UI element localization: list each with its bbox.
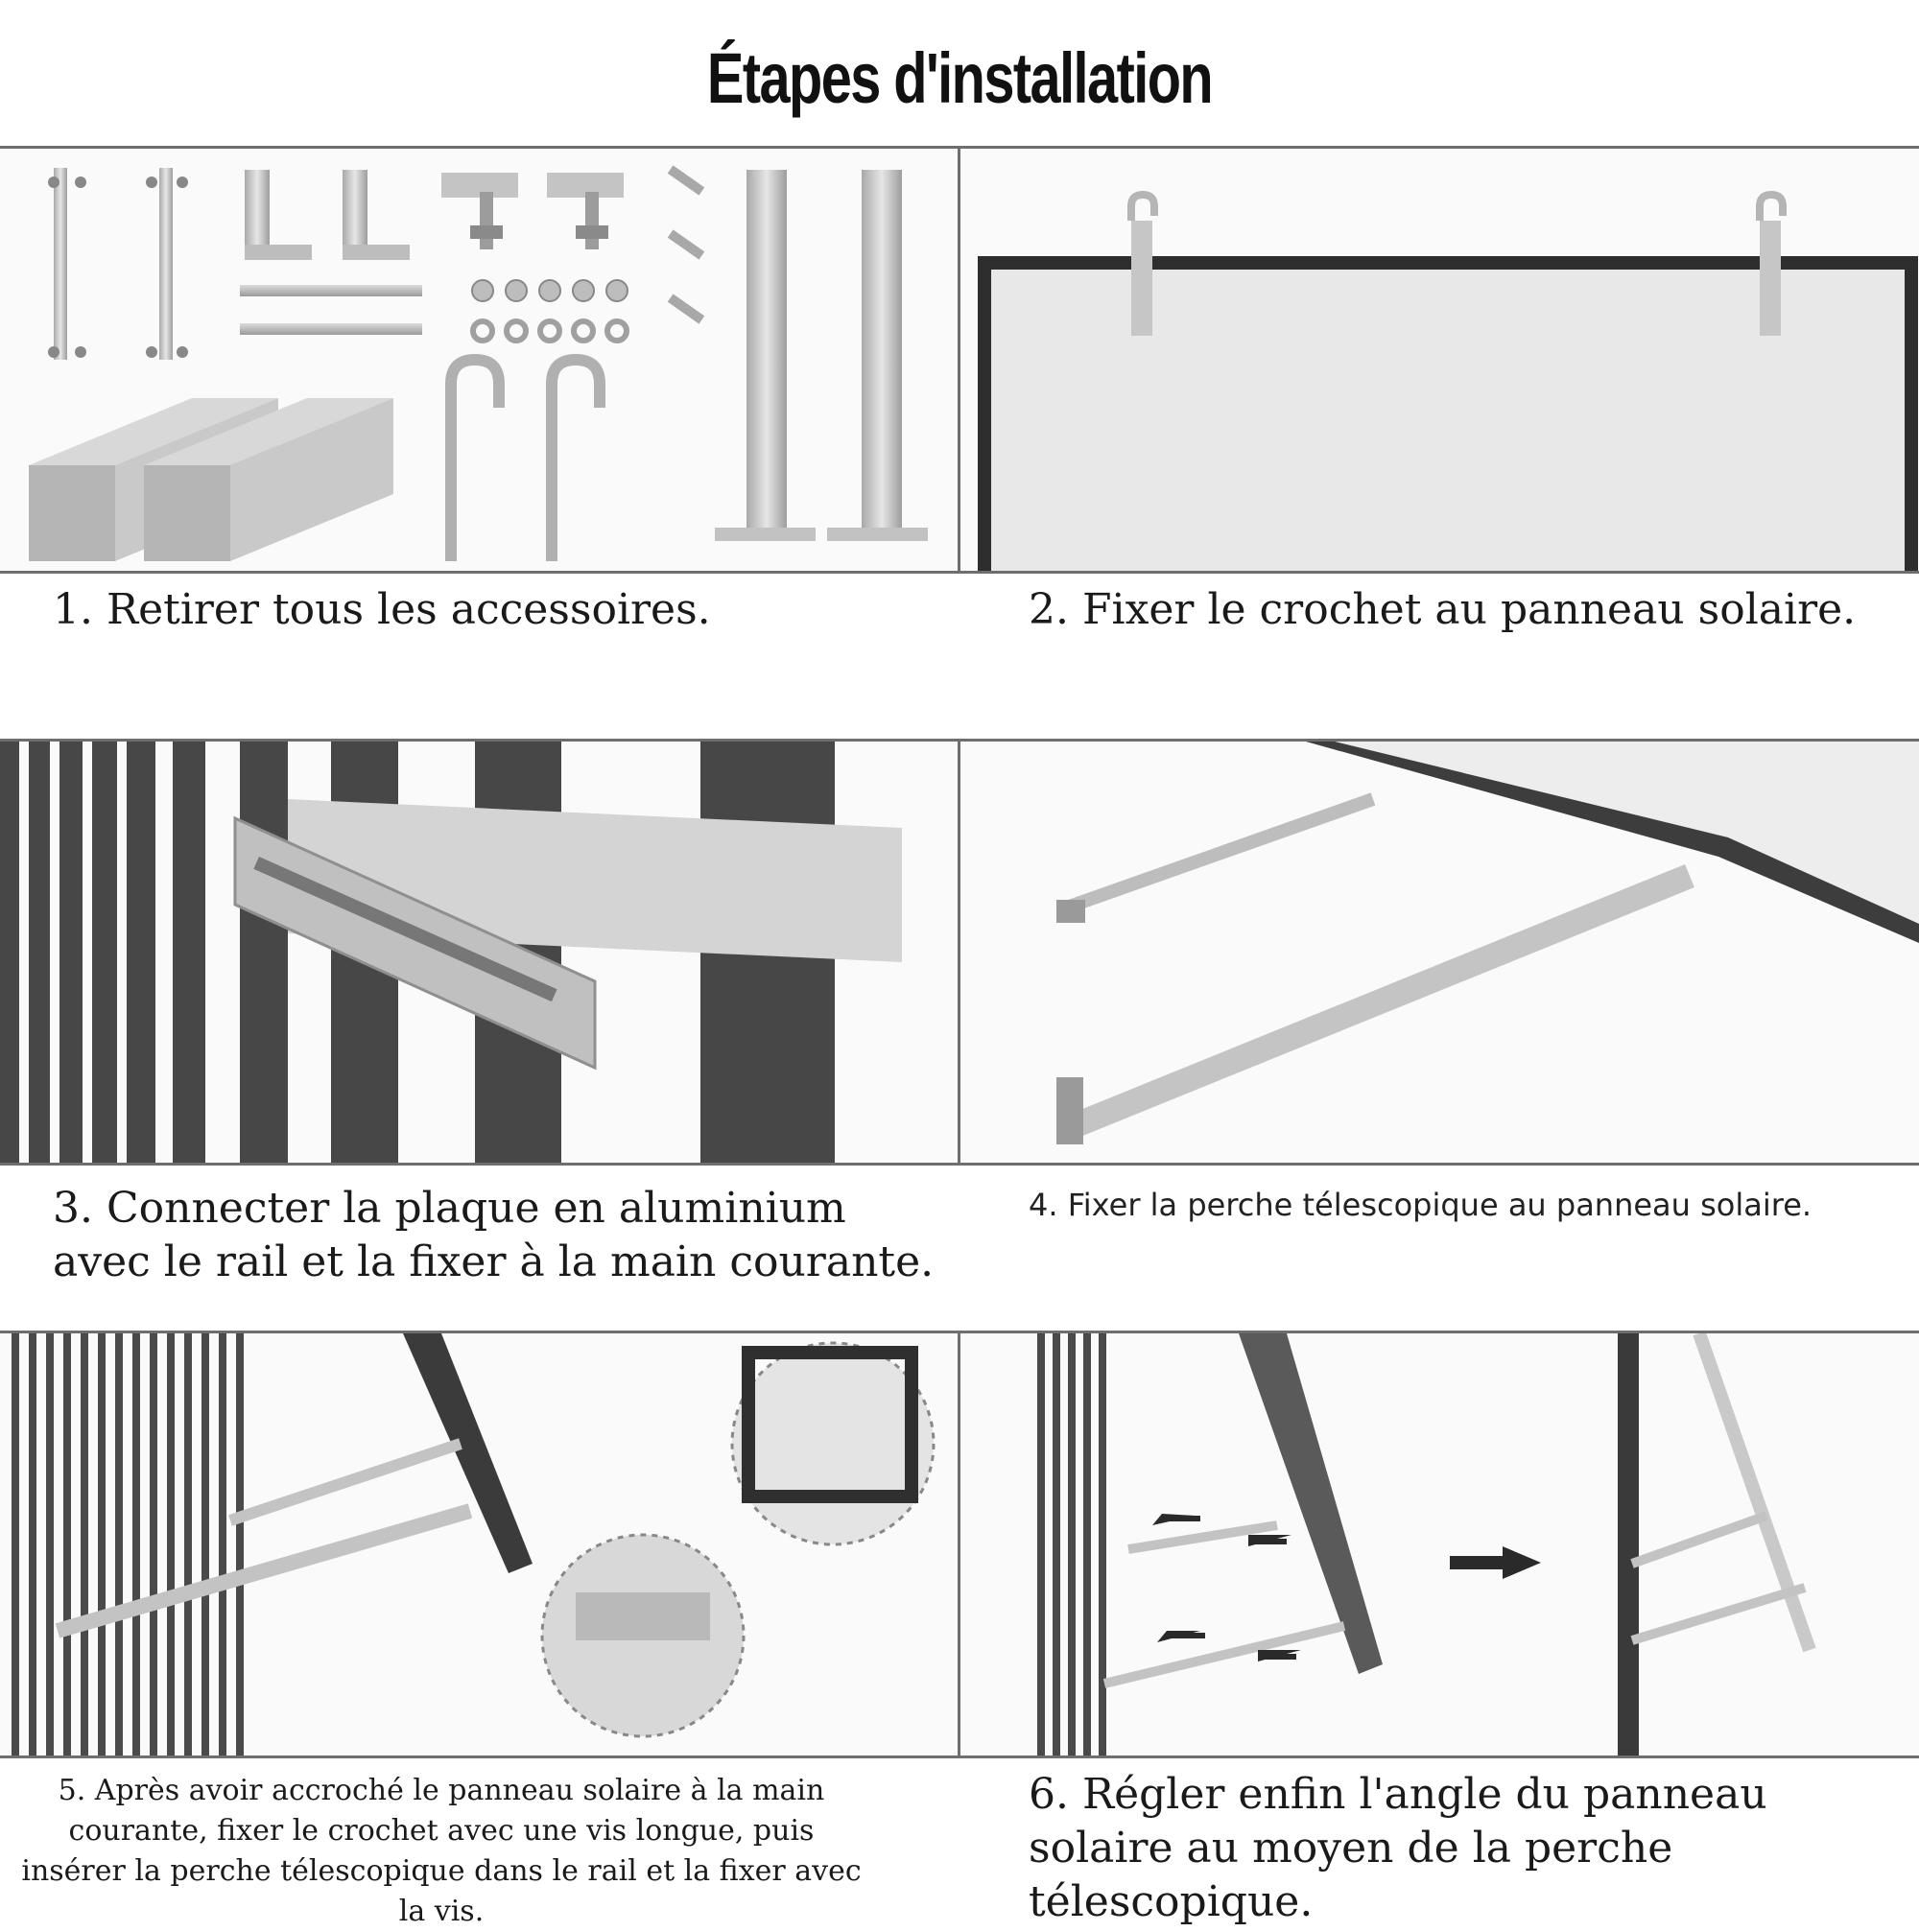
telescopic-pole-drawing xyxy=(960,742,1919,1163)
step3-illustration xyxy=(0,742,958,1163)
washers xyxy=(473,321,627,341)
step4-illustration xyxy=(960,742,1919,1163)
clamp-1 xyxy=(441,173,518,249)
step5-caption: 5. Après avoir accroché le panneau solaire à la main courante, fixer le crochet avec une vis longue, puis insérer la perche télescopique dans le rail et la fixer avec la vis. xyxy=(21,1774,862,1928)
telescopic-bar-2 xyxy=(146,168,188,360)
aluminium-rails xyxy=(29,398,393,561)
hook-right-icon xyxy=(1760,195,1783,336)
long-bolt-2 xyxy=(240,323,422,335)
long-bolt-1 xyxy=(240,285,422,296)
page-title: Étapes d'installation xyxy=(706,38,1213,118)
adjust-angle-drawing xyxy=(960,1333,1919,1755)
solar-panel-tilted xyxy=(1239,1333,1383,1674)
step1-illustration xyxy=(0,149,958,571)
step2-caption: 2. Fixer le crochet au panneau solaire. xyxy=(1029,585,1857,634)
step2-illustration xyxy=(960,149,1919,571)
hook-left-icon xyxy=(1131,195,1154,336)
mounting-detail-drawing xyxy=(0,1333,958,1755)
telescopic-bar-1 xyxy=(48,168,86,360)
detail-circle-hook xyxy=(732,1343,934,1544)
step5-illustration xyxy=(0,1333,958,1755)
step1-caption: 1. Retirer tous les accessoires. xyxy=(53,585,711,634)
clamp-2 xyxy=(547,173,624,249)
nuts xyxy=(472,280,628,301)
support-posts xyxy=(715,170,928,541)
l-bracket-2 xyxy=(343,170,410,260)
j-hooks xyxy=(451,360,600,561)
arrow-right-icon xyxy=(1450,1546,1541,1579)
step6-caption: 6. Régler enfin l'angle du panneau solaire au moyen de la perche télescopique. xyxy=(1029,1770,1767,1926)
step6-illustration xyxy=(960,1333,1919,1755)
accessories-drawing xyxy=(0,149,958,571)
step4-caption: 4. Fixer la perche télescopique au panneau solaire. xyxy=(1029,1187,1812,1223)
hook-panel-drawing xyxy=(960,149,1919,571)
railing-plate-drawing xyxy=(0,742,958,1163)
l-bracket-1 xyxy=(245,170,312,260)
step3-caption: 3. Connecter la plaque en aluminium avec le rail et la fixer à la main courante. xyxy=(53,1184,935,1286)
t-screws xyxy=(668,165,705,323)
